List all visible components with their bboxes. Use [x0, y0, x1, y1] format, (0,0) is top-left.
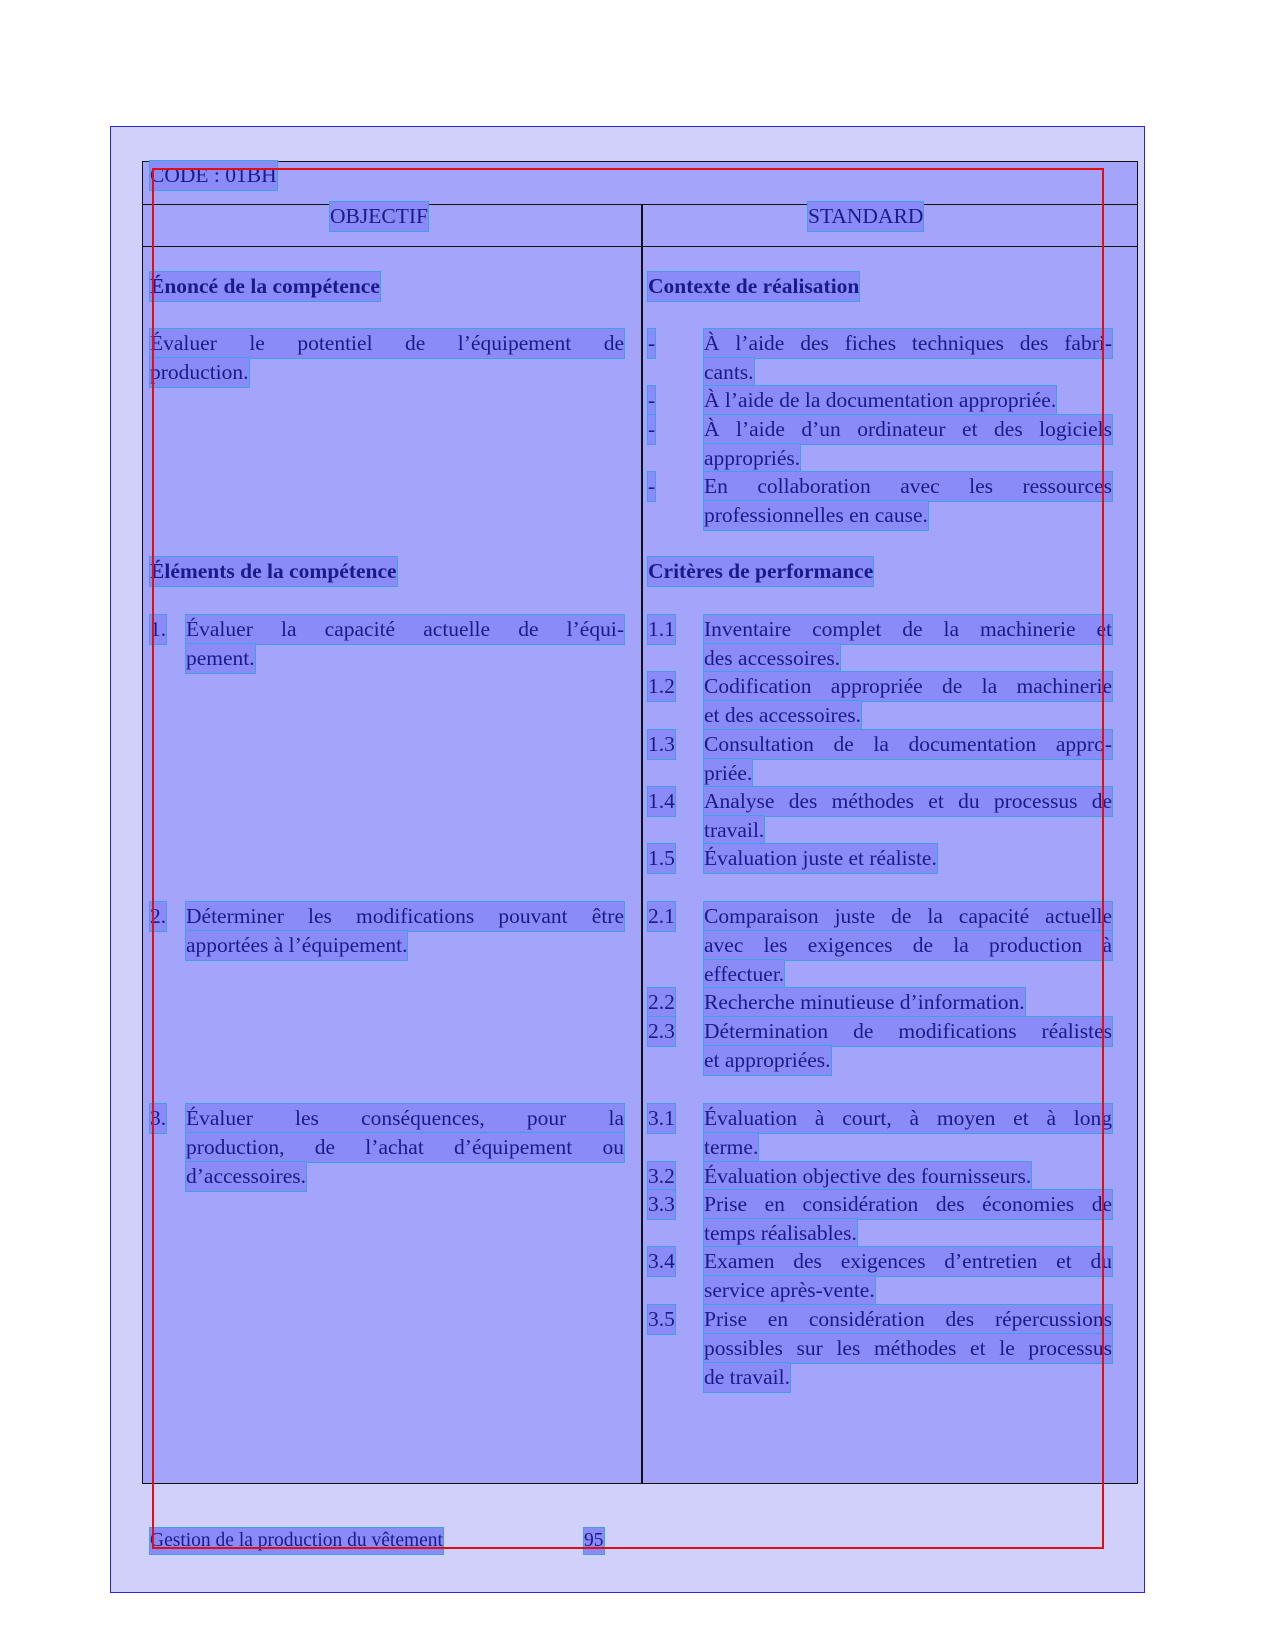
critere-line: Évaluation juste et réaliste.: [704, 844, 937, 873]
contexte-bullet: -: [648, 329, 655, 358]
code-label: CODE : 01BH: [150, 161, 277, 190]
critere-number: 1.4: [648, 787, 675, 816]
critere-line: avec les exigences de la production à: [704, 931, 1112, 960]
critere-line: Prise en considération des économies de: [704, 1190, 1112, 1219]
critere-number: 1.3: [648, 730, 675, 759]
critere-line: Consultation de la documentation appro-: [704, 730, 1112, 759]
contexte-line: À l’aide de la documentation appropriée.: [704, 386, 1056, 415]
enonce-title: Énoncé de la compétence: [150, 272, 380, 301]
critere-line: et des accessoires.: [704, 701, 861, 730]
enonce-line: Évaluer le potentiel de l’équipement de: [150, 329, 624, 358]
critere-line: et appropriées.: [704, 1046, 831, 1075]
critere-number: 3.4: [648, 1247, 675, 1276]
element-line: production, de l’achat d’équipement ou: [186, 1133, 624, 1162]
critere-line: possibles sur les méthodes et le processus: [704, 1334, 1112, 1363]
critere-number: 2.2: [648, 988, 675, 1017]
critere-line: effectuer.: [704, 960, 784, 989]
critere-number: 2.1: [648, 902, 675, 931]
objectif-header: OBJECTIF: [330, 202, 428, 231]
critere-line: travail.: [704, 816, 764, 845]
critere-line: Examen des exigences d’entretien et du: [704, 1247, 1112, 1276]
header-row: [143, 204, 1137, 247]
element-number: 1.: [150, 615, 166, 644]
code-row: [143, 162, 1137, 205]
critere-number: 3.1: [648, 1104, 675, 1133]
page-number: 95: [584, 1528, 604, 1554]
critere-line: service après-vente.: [704, 1276, 875, 1305]
critere-number: 3.2: [648, 1162, 675, 1191]
critere-line: Codification appropriée de la machinerie: [704, 672, 1112, 701]
critere-number: 3.5: [648, 1305, 675, 1334]
element-line: apportées à l’équipement.: [186, 931, 407, 960]
competence-table: [142, 161, 1138, 1484]
critere-line: de travail.: [704, 1363, 790, 1392]
element-line: Évaluer la capacité actuelle de l’équi-: [186, 615, 624, 644]
critere-line: Prise en considération des répercussions: [704, 1305, 1112, 1334]
elements-title: Éléments de la compétence: [150, 557, 397, 586]
contexte-line: cants.: [704, 358, 754, 387]
column-divider: [641, 204, 643, 1483]
critere-number: 1.1: [648, 615, 675, 644]
critere-number: 1.5: [648, 844, 675, 873]
criteres-title: Critères de performance: [648, 557, 873, 586]
element-line: Déterminer les modifications pouvant être: [186, 902, 624, 931]
critere-line: temps réalisables.: [704, 1219, 857, 1248]
element-line: pement.: [186, 644, 255, 673]
element-line: d’accessoires.: [186, 1162, 306, 1191]
contexte-bullet: -: [648, 386, 655, 415]
critere-line: priée.: [704, 759, 752, 788]
critere-line: Analyse des méthodes et du processus de: [704, 787, 1112, 816]
contexte-line: À l’aide des fiches techniques des fabri-: [704, 329, 1112, 358]
contexte-line: À l’aide d’un ordinateur et des logiciels: [704, 415, 1112, 444]
critere-line: Évaluation à court, à moyen et à long: [704, 1104, 1112, 1133]
contexte-bullet: -: [648, 472, 655, 501]
critere-line: Recherche minutieuse d’information.: [704, 988, 1025, 1017]
footer-title: Gestion de la production du vêtement: [150, 1528, 443, 1554]
critere-number: 1.2: [648, 672, 675, 701]
critere-line: Détermination de modifications réalistes: [704, 1017, 1112, 1046]
critere-line: Comparaison juste de la capacité actuelle: [704, 902, 1112, 931]
critere-line: Inventaire complet de la machinerie et: [704, 615, 1112, 644]
element-line: Évaluer les conséquences, pour la: [186, 1104, 624, 1133]
critere-number: 2.3: [648, 1017, 675, 1046]
element-number: 3.: [150, 1104, 166, 1133]
contexte-line: appropriés.: [704, 444, 800, 473]
element-number: 2.: [150, 902, 166, 931]
contexte-title: Contexte de réalisation: [648, 272, 859, 301]
contexte-bullet: -: [648, 415, 655, 444]
contexte-line: professionnelles en cause.: [704, 501, 928, 530]
enonce-line: production.: [150, 358, 249, 387]
contexte-line: En collaboration avec les ressources: [704, 472, 1112, 501]
critere-line: des accessoires.: [704, 644, 840, 673]
critere-line: terme.: [704, 1133, 758, 1162]
standard-header: STANDARD: [808, 202, 923, 231]
critere-line: Évaluation objective des fournisseurs.: [704, 1162, 1031, 1191]
critere-number: 3.3: [648, 1190, 675, 1219]
